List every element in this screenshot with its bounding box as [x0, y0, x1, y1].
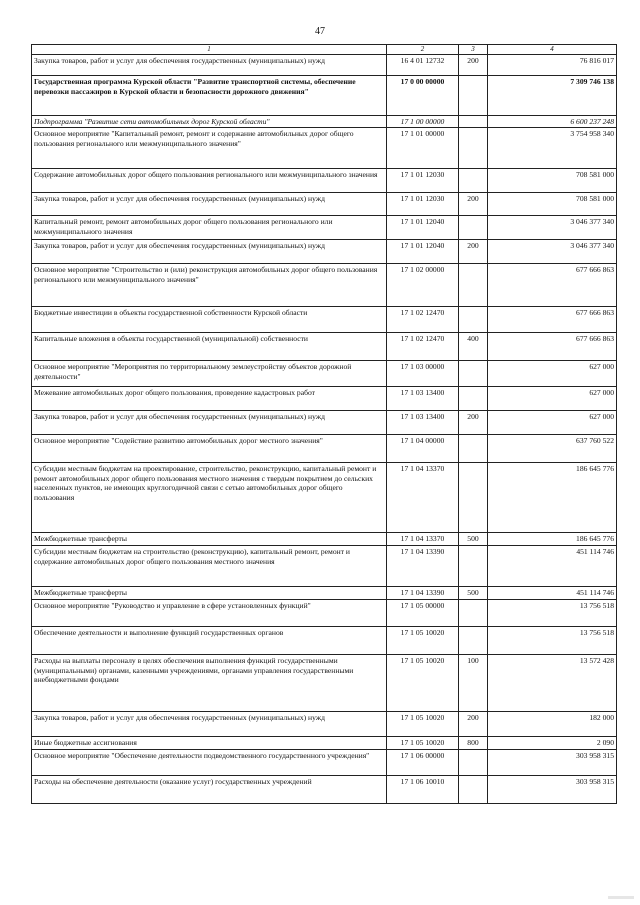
expense-type-cell: [459, 307, 488, 333]
expense-type-cell: [459, 128, 488, 169]
expense-type-cell: [459, 264, 488, 307]
code-cell: 17 1 04 13390: [387, 546, 459, 587]
table-header-row: [32, 45, 617, 55]
amount-cell: 13 756 518: [488, 627, 617, 655]
amount-cell: 13 756 518: [488, 600, 617, 627]
expense-type-cell: [459, 776, 488, 804]
expense-type-cell: [459, 600, 488, 627]
code-cell: 17 1 05 10020: [387, 712, 459, 737]
amount-cell: 7 309 746 138: [488, 76, 617, 116]
table-row: [32, 264, 617, 307]
name-cell: Расходы на выплаты персоналу в целях обеспечения выполнения функций государственными (муниципальными) органами, казенными учреждениями, органами управления государственными внебюджетными фондами: [32, 655, 387, 712]
table-row: [32, 128, 617, 169]
name-cell: Закупка товаров, работ и услуг для обеспечения государственных (муниципальных) нужд: [32, 55, 387, 76]
code-cell: 17 1 06 00000: [387, 750, 459, 776]
expense-type-cell: [459, 546, 488, 587]
table-row: [32, 55, 617, 76]
amount-cell: 627 000: [488, 411, 617, 435]
name-cell: Государственная программа Курской области "Развитие транспортной системы, обеспечение перевозки пассажиров в Курской области и безопасности дорожного движения": [32, 76, 387, 116]
amount-cell: 637 760 522: [488, 435, 617, 463]
amount-cell: 451 114 746: [488, 587, 617, 600]
table-row: [32, 533, 617, 546]
code-cell: 17 1 04 00000: [387, 435, 459, 463]
table-row: [32, 587, 617, 600]
table-row: [32, 712, 617, 737]
amount-cell: 2 090: [488, 737, 617, 750]
code-cell: 17 1 01 00000: [387, 128, 459, 169]
name-cell: Иные бюджетные ассигнования: [32, 737, 387, 750]
expense-type-cell: [459, 76, 488, 116]
expense-type-cell: 500: [459, 587, 488, 600]
amount-cell: 13 572 428: [488, 655, 617, 712]
amount-cell: 677 666 863: [488, 264, 617, 307]
table-row: [32, 600, 617, 627]
table-row: [32, 655, 617, 712]
header-cell: 3: [459, 45, 488, 55]
header-cell: 4: [488, 45, 617, 55]
name-cell: Содержание автомобильных дорог общего пользования регионального или межмуниципального значения: [32, 169, 387, 193]
expense-type-cell: 500: [459, 533, 488, 546]
amount-cell: 451 114 746: [488, 546, 617, 587]
expense-type-cell: 100: [459, 655, 488, 712]
name-cell: Закупка товаров, работ и услуг для обеспечения государственных (муниципальных) нужд: [32, 712, 387, 737]
table-row: [32, 307, 617, 333]
table-row: [32, 193, 617, 216]
name-cell: Основное мероприятие "Капитальный ремонт, ремонт и содержание автомобильных дорог общего пользования регионального или межмуниципального значения": [32, 128, 387, 169]
expense-type-cell: [459, 116, 488, 128]
expense-type-cell: 200: [459, 411, 488, 435]
code-cell: 17 1 06 10010: [387, 776, 459, 804]
table-row: [32, 387, 617, 411]
amount-cell: 186 645 776: [488, 463, 617, 533]
code-cell: 17 1 05 00000: [387, 600, 459, 627]
name-cell: Закупка товаров, работ и услуг для обеспечения государственных (муниципальных) нужд: [32, 240, 387, 264]
name-cell: Капитальные вложения в объекты государственной (муниципальной) собственности: [32, 333, 387, 361]
budget-table: [31, 44, 617, 804]
amount-cell: 627 000: [488, 361, 617, 387]
code-cell: 17 1 04 13390: [387, 587, 459, 600]
amount-cell: 3 046 377 340: [488, 216, 617, 240]
amount-cell: 708 581 000: [488, 169, 617, 193]
expense-type-cell: [459, 627, 488, 655]
expense-type-cell: 400: [459, 333, 488, 361]
amount-cell: 627 000: [488, 387, 617, 411]
page-number: 47: [315, 26, 325, 37]
table-row: [32, 361, 617, 387]
amount-cell: 76 816 017: [488, 55, 617, 76]
header-cell: 2: [387, 45, 459, 55]
code-cell: 17 1 03 13400: [387, 387, 459, 411]
table-row: [32, 411, 617, 435]
table-row: [32, 463, 617, 533]
name-cell: Основное мероприятие "Обеспечение деятельности подведомственного государственного учреждения": [32, 750, 387, 776]
table-row: [32, 216, 617, 240]
table-row: [32, 240, 617, 264]
name-cell: Обеспечение деятельности и выполнение функций государственных органов: [32, 627, 387, 655]
expense-type-cell: 200: [459, 240, 488, 264]
amount-cell: 677 666 863: [488, 333, 617, 361]
code-cell: 17 1 05 10020: [387, 655, 459, 712]
expense-type-cell: 200: [459, 55, 488, 76]
code-cell: 17 1 02 12470: [387, 333, 459, 361]
expense-type-cell: 200: [459, 193, 488, 216]
amount-cell: 3 046 377 340: [488, 240, 617, 264]
amount-cell: 3 754 958 340: [488, 128, 617, 169]
scan-mark: [608, 896, 634, 899]
name-cell: Капитальный ремонт, ремонт автомобильных дорог общего пользования регионального или межмуниципального значения: [32, 216, 387, 240]
code-cell: 17 1 02 00000: [387, 264, 459, 307]
table-row: [32, 750, 617, 776]
code-cell: 17 1 01 12030: [387, 193, 459, 216]
table-row: [32, 435, 617, 463]
code-cell: 17 1 04 13370: [387, 463, 459, 533]
table-row: [32, 76, 617, 116]
header-cell: 1: [32, 45, 387, 55]
name-cell: Субсидии местным бюджетам на строительство (реконструкцию), капитальный ремонт, ремонт и содержание автомобильных дорог общего пользования местного значения: [32, 546, 387, 587]
expense-type-cell: [459, 387, 488, 411]
expense-type-cell: [459, 361, 488, 387]
name-cell: Основное мероприятие "Руководство и управление в сфере установленных функций": [32, 600, 387, 627]
name-cell: Субсидии местным бюджетам на проектирование, строительство, реконструкцию, капитальный ремонт и ремонт автомобильных дорог общего пользования местного значения с твердым покрытием до сельских населенных пунктов, не имеющих круглогодичной связи с сетью автомобильных дорог общего пользования: [32, 463, 387, 533]
name-cell: Расходы на обеспечение деятельности (оказание услуг) государственных учреждений: [32, 776, 387, 804]
table-row: [32, 546, 617, 587]
name-cell: Бюджетные инвестиции в объекты государственной собственности Курской области: [32, 307, 387, 333]
name-cell: Межевание автомобильных дорог общего пользования, проведение кадастровых работ: [32, 387, 387, 411]
amount-cell: 186 645 776: [488, 533, 617, 546]
table-row: [32, 169, 617, 193]
name-cell: Подпрограмма "Развитие сети автомобильных дорог Курской области": [32, 116, 387, 128]
code-cell: 17 1 01 12040: [387, 216, 459, 240]
code-cell: 16 4 01 12732: [387, 55, 459, 76]
code-cell: 17 1 03 13400: [387, 411, 459, 435]
name-cell: Закупка товаров, работ и услуг для обеспечения государственных (муниципальных) нужд: [32, 411, 387, 435]
expense-type-cell: [459, 463, 488, 533]
amount-cell: 303 958 315: [488, 776, 617, 804]
expense-type-cell: [459, 435, 488, 463]
code-cell: 17 1 02 12470: [387, 307, 459, 333]
table-row: [32, 627, 617, 655]
name-cell: Основное мероприятие "Мероприятия по территориальному землеустройству объектов дорожной деятельности": [32, 361, 387, 387]
name-cell: Основное мероприятие "Содействие развитию автомобильных дорог местного значения": [32, 435, 387, 463]
code-cell: 17 1 00 00000: [387, 116, 459, 128]
table-row: [32, 333, 617, 361]
name-cell: Межбюджетные трансферты: [32, 587, 387, 600]
name-cell: Закупка товаров, работ и услуг для обеспечения государственных (муниципальных) нужд: [32, 193, 387, 216]
expense-type-cell: 200: [459, 712, 488, 737]
code-cell: 17 0 00 00000: [387, 76, 459, 116]
amount-cell: 303 958 315: [488, 750, 617, 776]
amount-cell: 6 600 237 248: [488, 116, 617, 128]
table-row: [32, 116, 617, 128]
expense-type-cell: [459, 750, 488, 776]
amount-cell: 677 666 863: [488, 307, 617, 333]
expense-type-cell: [459, 216, 488, 240]
table-row: [32, 737, 617, 750]
amount-cell: 708 581 000: [488, 193, 617, 216]
expense-type-cell: 800: [459, 737, 488, 750]
table-row: [32, 776, 617, 804]
name-cell: Основное мероприятие "Строительство и (или) реконструкция автомобильных дорог общего пользования регионального или межмуниципального значения": [32, 264, 387, 307]
code-cell: 17 1 04 13370: [387, 533, 459, 546]
name-cell: Межбюджетные трансферты: [32, 533, 387, 546]
code-cell: 17 1 01 12040: [387, 240, 459, 264]
code-cell: 17 1 01 12030: [387, 169, 459, 193]
code-cell: 17 1 03 00000: [387, 361, 459, 387]
code-cell: 17 1 05 10020: [387, 737, 459, 750]
expense-type-cell: [459, 169, 488, 193]
code-cell: 17 1 05 10020: [387, 627, 459, 655]
amount-cell: 182 000: [488, 712, 617, 737]
